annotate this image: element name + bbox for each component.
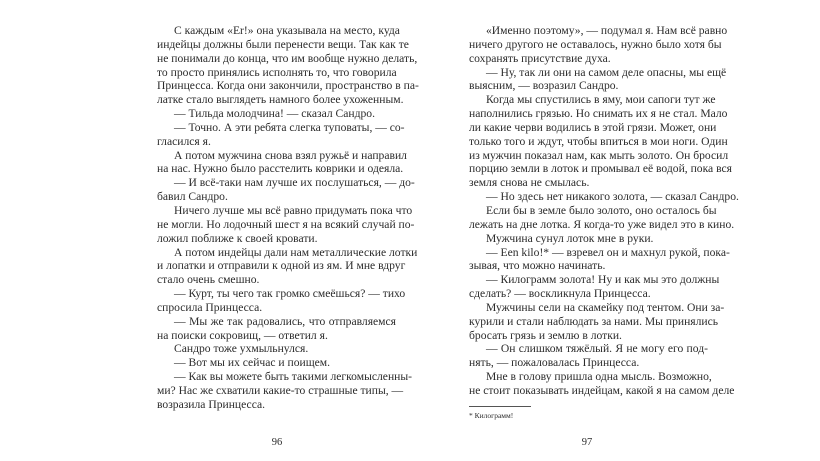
footnote-divider	[469, 406, 531, 407]
text-line: наполнились грязью. Но снимать их я не стал. Мало	[469, 107, 728, 121]
text-line: бавил Сандро.	[157, 190, 228, 204]
text-line: только того и ждут, чтобы впиться в мои ноги. Один	[469, 134, 728, 148]
text-line: А потом индейцы дали нам металлические лотки	[174, 245, 418, 259]
text-line: Мне в голову пришла одна мысль. Возможно,	[486, 370, 712, 384]
text-line: не понимали до конца, что им вообще нужно делать,	[157, 51, 418, 65]
text-line: — Он слишком тяжёлый. Я не могу его под-	[486, 342, 708, 356]
text-line: ложил поближе к своей кровати.	[157, 231, 318, 245]
text-line: ми? Нас же схватили какие-то страшные типы, —	[157, 383, 404, 397]
text-line: нять, — пожаловалась Принцесса.	[469, 356, 640, 370]
text-line: курили и стали наблюдать за нами. Мы принялись	[469, 314, 719, 328]
text-line: сделать? — воскликнула Принцесса.	[469, 287, 651, 301]
text-line: ли какие черви водились в этой грязи. Может, они	[469, 120, 717, 134]
text-line: Когда мы спустились в яму, мои сапоги тут же	[486, 93, 716, 107]
text-line: не стоит показывать индейцам, какой я на самом деле	[469, 383, 735, 397]
text-line: гласился я.	[157, 134, 211, 148]
text-line: Мужчина сунул лоток мне в руки.	[486, 231, 654, 245]
text-line: — Курт, ты чего так громко смеёшься? — тихо	[174, 287, 406, 301]
text-line: Принцесса. Когда они закончили, пространство в па-	[157, 79, 419, 93]
page-number-left: 96	[271, 437, 283, 448]
text-line: — Тильда молодчина! — сказал Сандро.	[174, 107, 376, 121]
text-line: зывая, что можно начинать.	[469, 259, 606, 273]
text-line: Если бы в земле было золото, оно осталось бы	[486, 203, 717, 217]
text-line: сохранять присутствие духа.	[469, 51, 611, 65]
text-line: латке стало выглядеть намного более ухоженным.	[157, 93, 404, 107]
text-line: индейцы должны были перенести вещи. Так как те	[157, 37, 409, 51]
text-line: — Вот мы их сейчас и поищем.	[174, 356, 331, 370]
text-line: Ничего лучше мы всё равно придумать пока что	[174, 203, 413, 217]
text-line: Сандро тоже ухмыльнулся.	[174, 342, 309, 356]
text-line: — Как вы можете быть такими легкомысленны-	[174, 370, 413, 384]
footnote: * Килограмм!	[469, 411, 514, 420]
text-line: не могли. Но лодочный шест я на всякий случай по-	[157, 217, 415, 231]
text-line: на поиски сокровищ, — ответил я.	[157, 328, 328, 342]
text-line: выясним, — возразил Сандро.	[469, 79, 619, 93]
text-line: — Килограмм золота! Ну и как мы это должны	[486, 273, 720, 287]
text-line: и лопатки и отправили к одной из ям. И мне вдруг	[157, 259, 406, 273]
text-line: земля снова не смылась.	[469, 176, 590, 190]
text-line: С каждым «Er!» она указывала на место, куда	[174, 24, 400, 37]
text-line: возразила Принцесса.	[157, 397, 266, 411]
text-line: — Een kilo!* — взревел он и махнул рукой, пока-	[486, 245, 730, 259]
text-line: — Но здесь нет никакого золота, — сказал Сандро.	[486, 190, 739, 204]
page-number-right: 97	[581, 437, 593, 448]
text-line: — Мы же так радовались, что отправляемся	[174, 314, 396, 328]
text-line: стало очень смешно.	[157, 273, 260, 287]
text-line: — Ну, так ли они на самом деле опасны, мы ещё	[486, 65, 727, 79]
text-line: лежать на дне лотка. Я когда-то уже видел это в кино.	[469, 217, 735, 231]
text-line: А потом мужчина снова взял ружьё и направил	[174, 148, 407, 162]
right-page-text	[469, 24, 739, 398]
text-line: из мужчин показал нам, как мыть золото. Он бросил	[469, 148, 729, 162]
text-line: «Именно поэтому», — подумал я. Нам всё равно	[486, 24, 728, 37]
text-line: спросила Принцесса.	[157, 300, 263, 314]
text-line: — Точно. А эти ребята слегка туповаты, — со-	[174, 120, 405, 134]
text-line: ничего другого не оставалось, нужно было хотя бы	[469, 37, 722, 51]
text-line: — И всё-таки нам лучше их послушаться, — до-	[174, 176, 415, 190]
text-line: бросать грязь и землю в лотки.	[469, 328, 622, 342]
text-line: Мужчины сели на скамейку под тентом. Они за-	[486, 300, 725, 314]
left-page-text	[157, 24, 419, 412]
text-line: порцию земли в лоток и промывал её водой, пока вся	[469, 162, 732, 176]
text-line: на нас. Нужно было расстелить коврики и одеяла.	[157, 162, 404, 176]
text-line: то просто принялись исполнять то, что говорила	[157, 65, 397, 79]
